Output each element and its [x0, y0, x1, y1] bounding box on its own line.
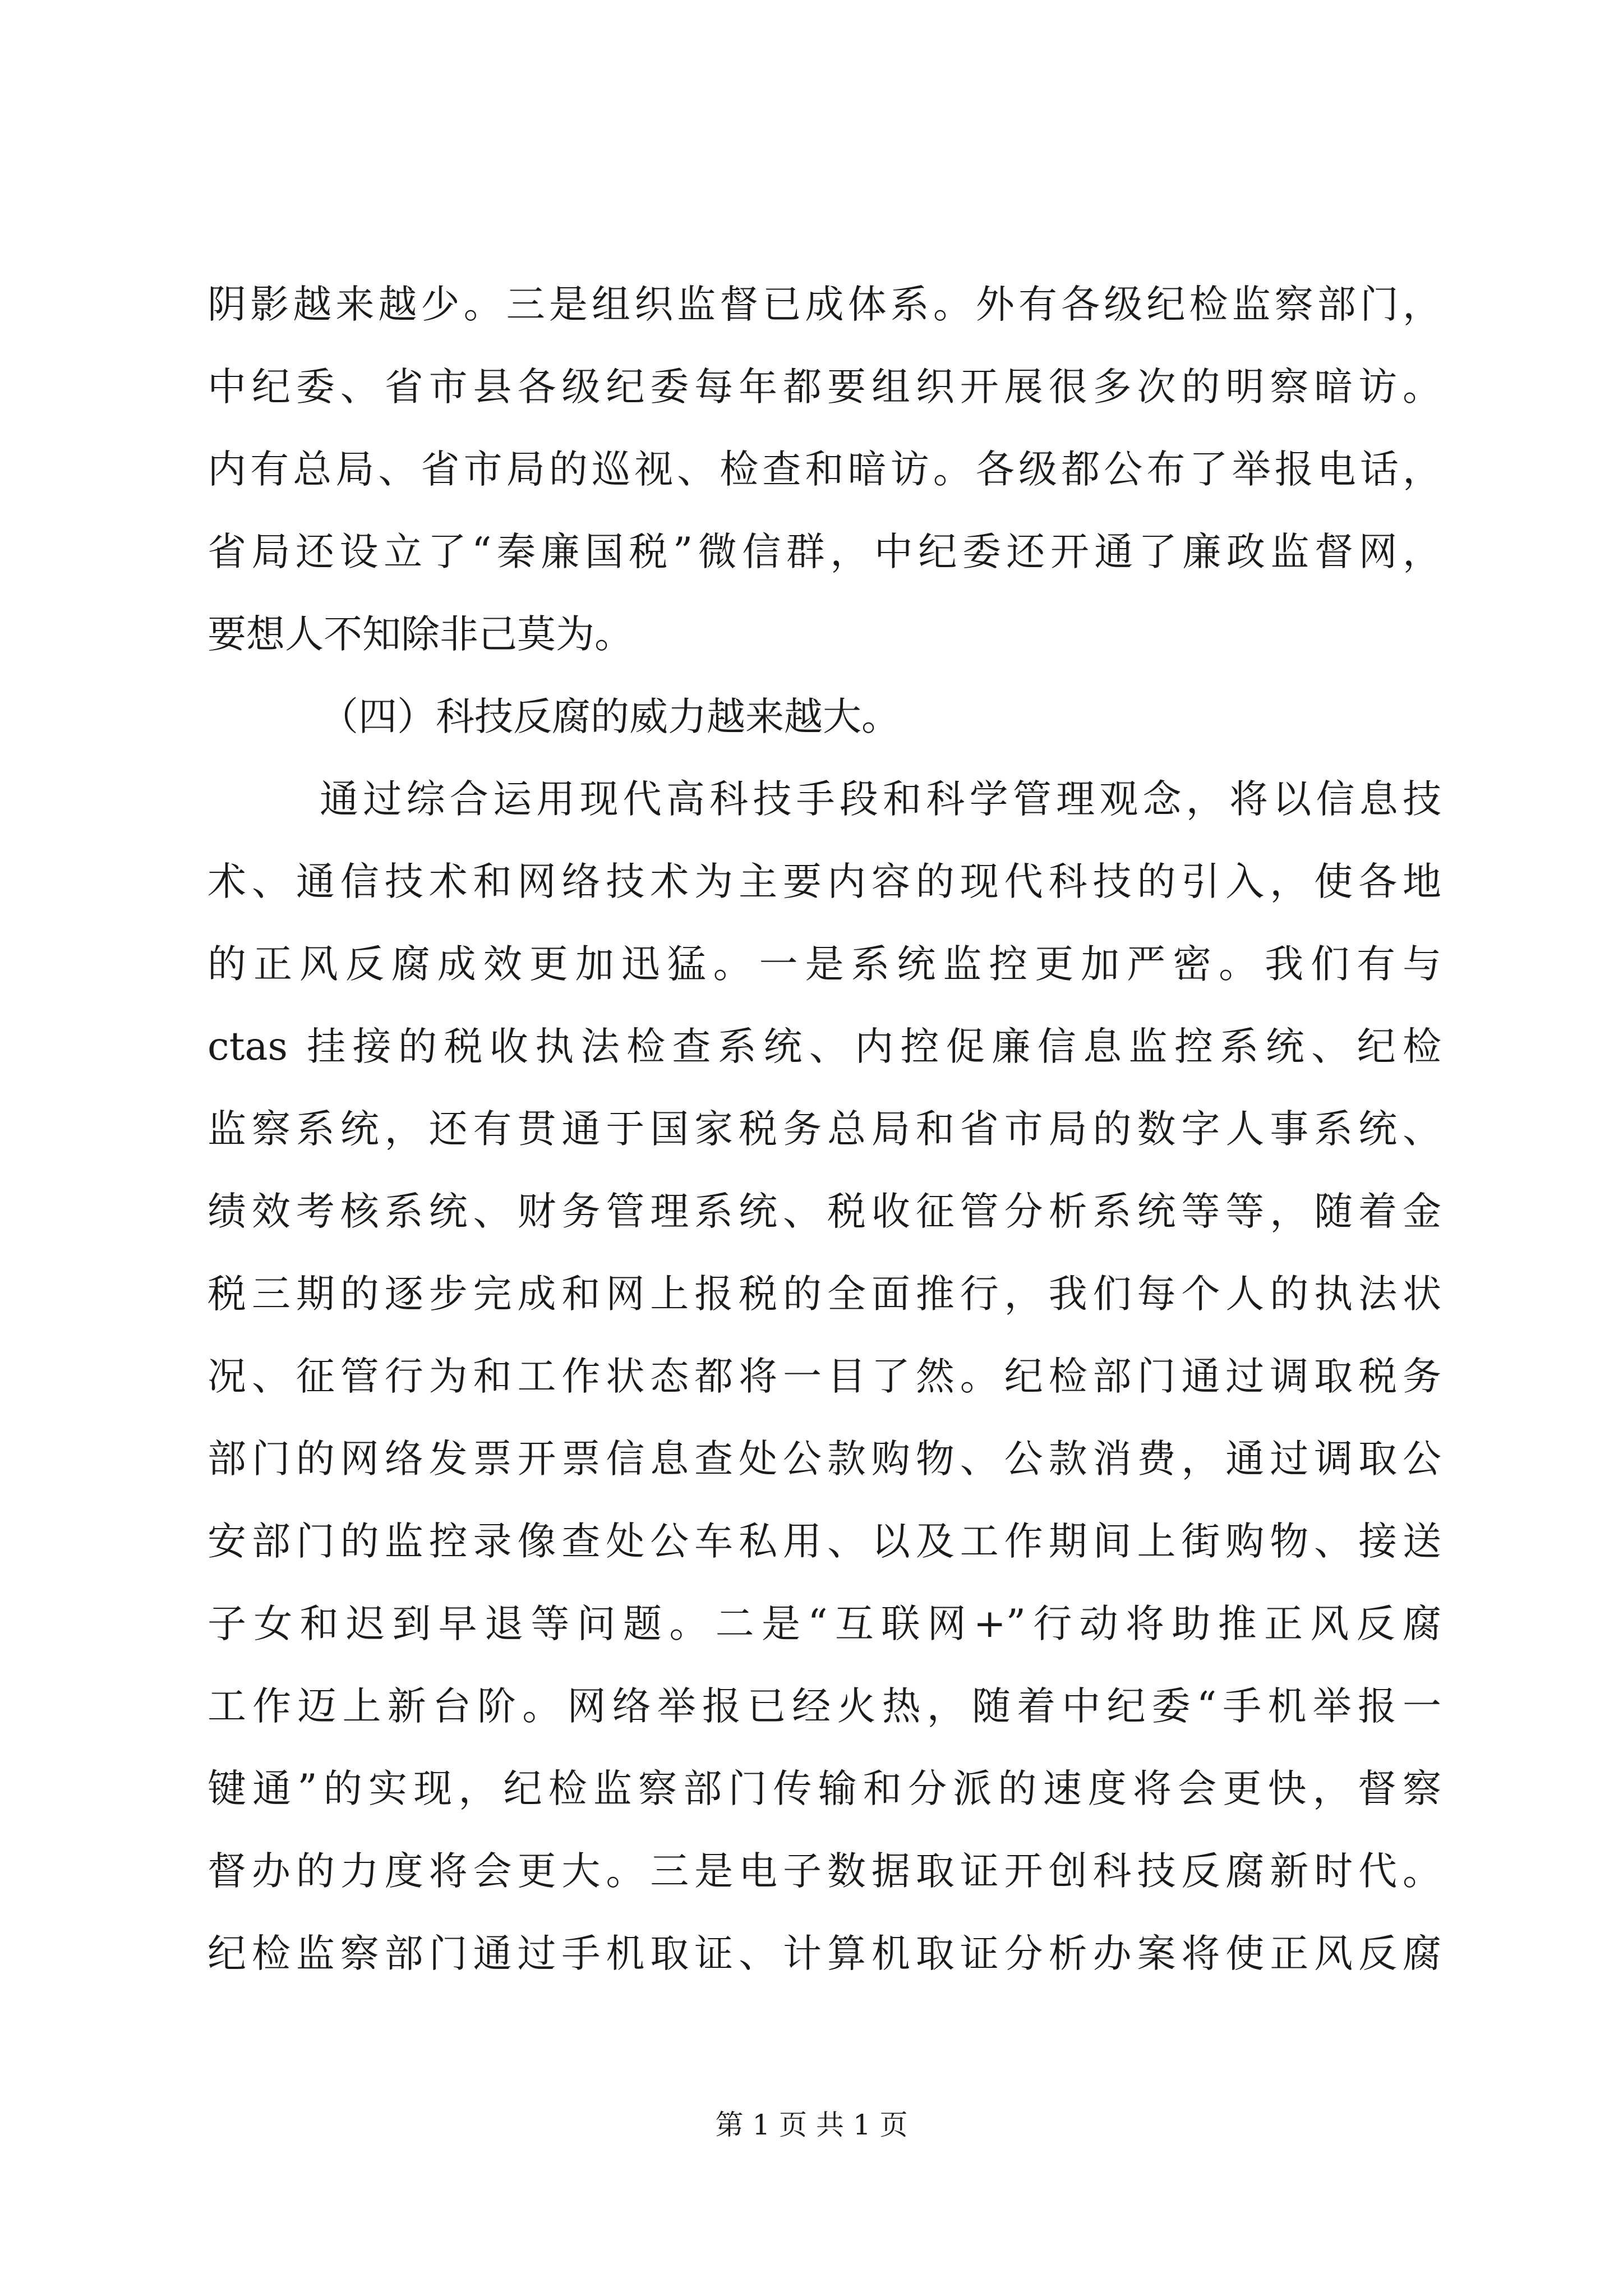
text-line: 术、通信技术和网络技术为主要内容的现代科技的引入，使各地 [208, 859, 1441, 904]
text-line: 子女和迟到早退等问题。二是“互联网+”行动将助推正风反腐 [208, 1602, 1441, 1646]
text-line: 安部门的监控录像查处公车私用、以及工作期间上街购物、接送 [208, 1519, 1441, 1564]
text-line: 阴影越来越少。三是组织监督已成体系。外有各级纪检监察部门， [208, 282, 1441, 327]
text-line: 督办的力度将会更大。三是电子数据取证开创科技反腐新时代。 [208, 1849, 1441, 1894]
text-line: 工作迈上新台阶。网络举报已经火热，随着中纪委“手机举报一 [208, 1684, 1441, 1729]
text-line: 内有总局、省市局的巡视、检查和暗访。各级都公布了举报电话， [208, 447, 1441, 492]
text-line: 通过综合运用现代高科技手段和科学管理观念，将以信息技 [320, 777, 1441, 822]
text-line: 键通”的实现，纪检监察部门传输和分派的速度将会更快，督察 [208, 1766, 1441, 1811]
text-line: 况、征管行为和工作状态都将一目了然。纪检部门通过调取税务 [208, 1354, 1441, 1399]
section-heading: （四）科技反腐的威力越来越大。 [320, 694, 900, 739]
text-line: ctas 挂接的税收执法检查系统、内控促廉信息监控系统、纪检 [208, 1024, 1441, 1069]
text-line: 纪检监察部门通过手机取证、计算机取证分析办案将使正风反腐 [208, 1931, 1441, 1976]
body-text [208, 264, 1441, 1995]
text-line: 的正风反腐成效更加迅猛。一是系统监控更加严密。我们有与 [208, 942, 1441, 987]
text-line: 税三期的逐步完成和网上报税的全面推行，我们每个人的执法状 [208, 1272, 1441, 1317]
text-line: 部门的网络发票开票信息查处公款购物、公款消费，通过调取公 [208, 1437, 1441, 1481]
text-line: 要想人不知除非己莫为。 [208, 612, 633, 657]
page-footer: 第 1 页 共 1 页 [715, 2109, 908, 2141]
text-line: 省局还设立了“秦廉国税”微信群，中纪委还开通了廉政监督网， [208, 530, 1441, 574]
text-line: 绩效考核系统、财务管理系统、税收征管分析系统等等，随着金 [208, 1189, 1441, 1234]
text-line: 中纪委、省市县各级纪委每年都要组织开展很多次的明察暗访。 [208, 365, 1441, 409]
text-line: 监察系统，还有贯通于国家税务总局和省市局的数字人事系统、 [208, 1107, 1441, 1152]
